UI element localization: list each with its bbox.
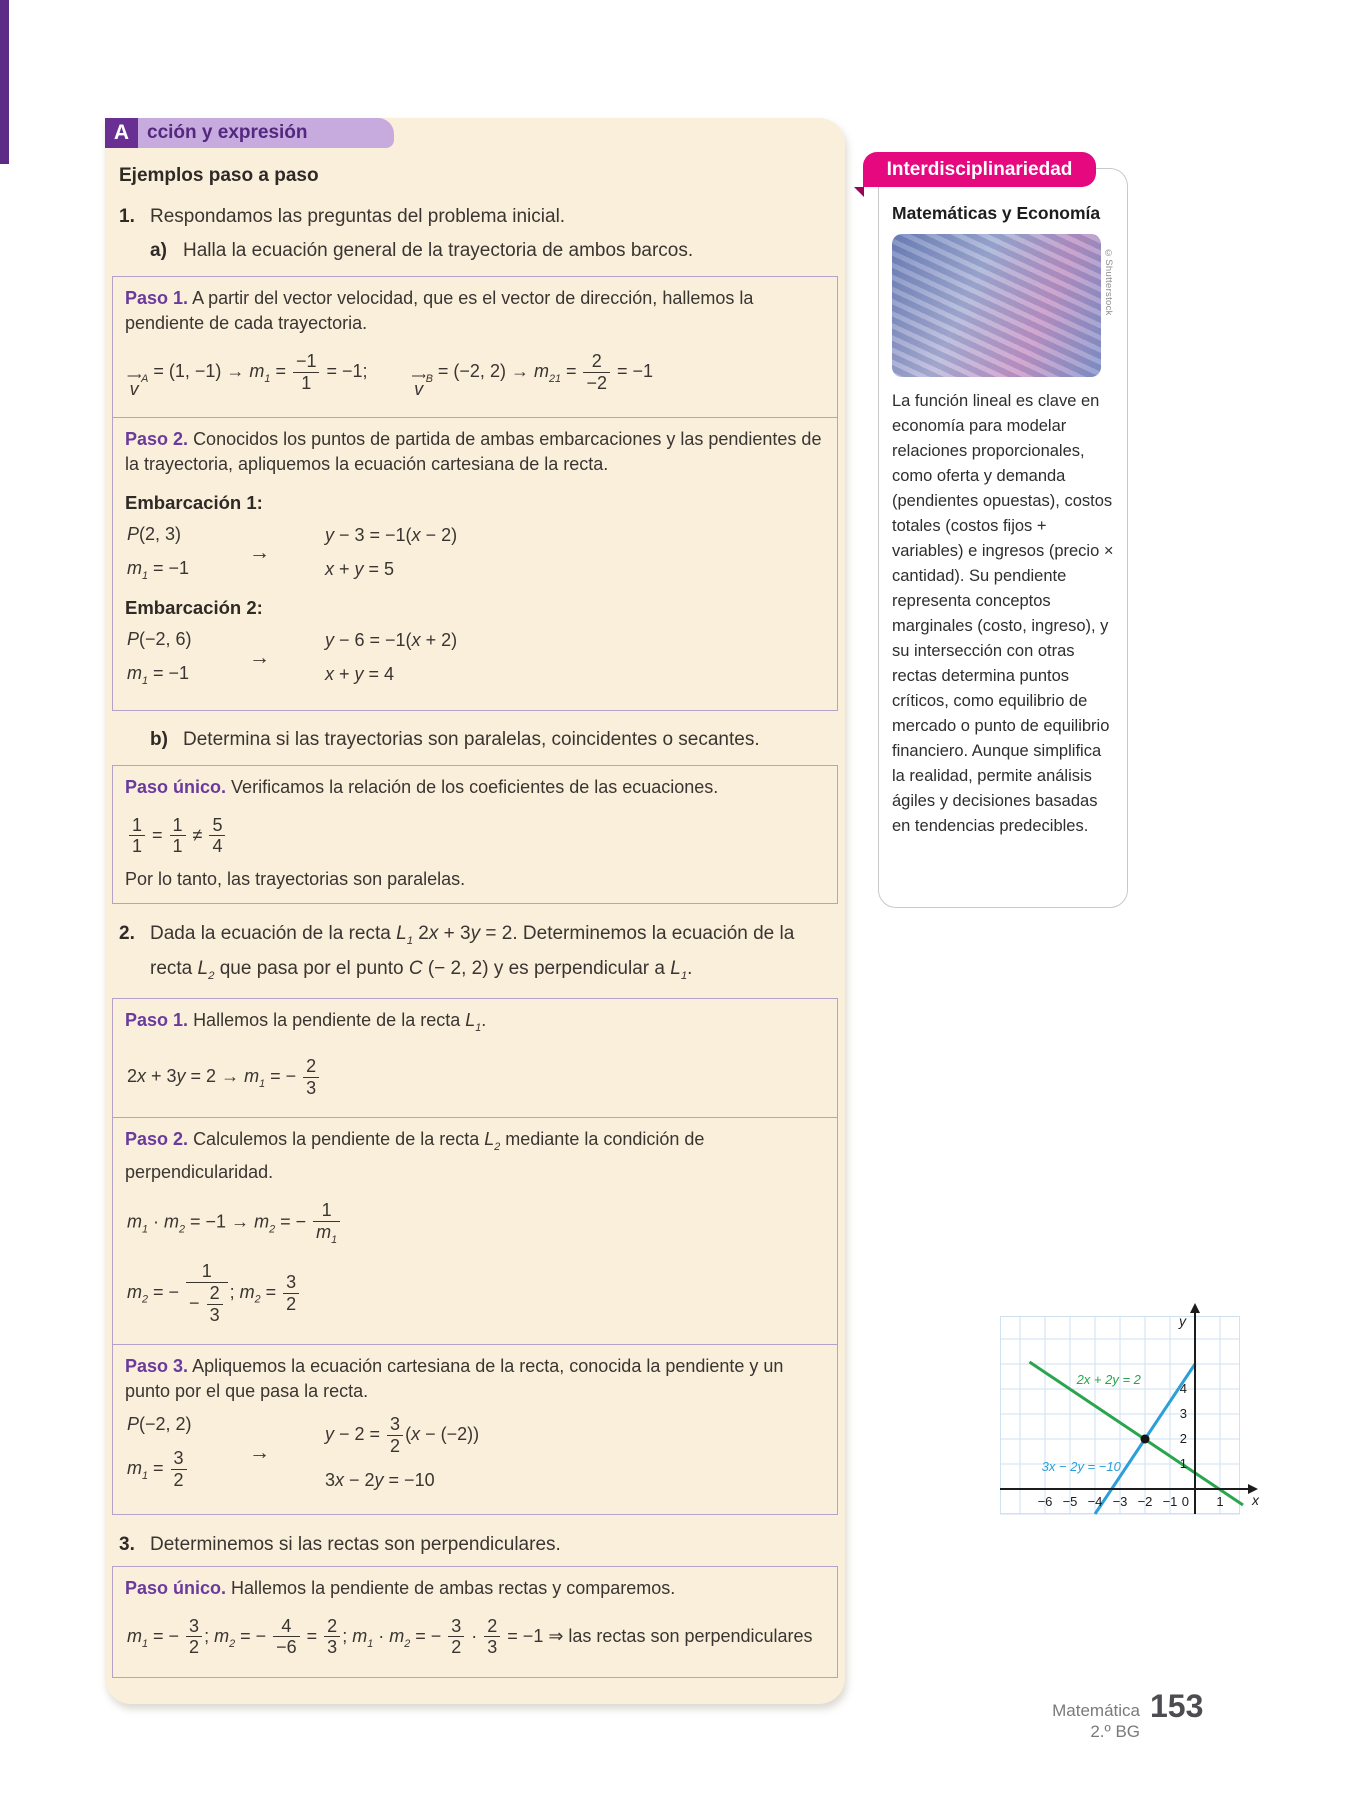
step-box-1-2 <box>112 417 838 711</box>
step-text: Conocidos los puntos de partida de ambas embarcaciones y las pendientes de la trayectoria, apliquemos la ecuación cartesiana de la recta. <box>125 428 822 474</box>
item-1b-text: Determina si las trayectorias son paralelas, coincidentes o secantes. <box>183 728 760 750</box>
step-box-2-3 <box>112 1344 838 1514</box>
footer-subject: Matemática <box>1052 1701 1140 1720</box>
svg-text:1: 1 <box>1216 1494 1224 1509</box>
interdisciplinary-banner: Interdisciplinariedad <box>863 152 1096 187</box>
item-1a <box>150 238 835 264</box>
given-values <box>127 629 249 687</box>
boat-2-equations <box>127 629 825 687</box>
item-3-number: 3. <box>119 1533 135 1555</box>
ribbon-fold <box>854 187 864 197</box>
formula-coefficient-ratios: $\frac{1}{1}$ = $\frac{1}{1}$ ≠ $\frac{5}{4}$ <box>127 815 823 857</box>
formula-slope-L1: $2x + 3y = 2 \to m_1$ = − $\frac{2}{3}$ <box>127 1056 823 1098</box>
sidebar-title: Matemáticas y Economía <box>892 203 1101 223</box>
step-1u-paragraph <box>125 775 825 800</box>
item-1b-letter: b) <box>150 728 168 750</box>
step-label: Paso 1. <box>125 1010 189 1031</box>
boat-2-heading: Embarcación 2: <box>125 596 263 618</box>
step-label: Paso 2. <box>125 1129 189 1150</box>
result-equations <box>325 1414 479 1490</box>
graph-canvas <box>1000 1313 1259 1514</box>
step-label: Paso 3. <box>125 1356 189 1377</box>
step-label: Paso 1. <box>125 288 189 308</box>
photo-credit: ©Shutterstock <box>1103 248 1114 316</box>
step-text: A partir del vector velocidad, que es el vector de dirección, hallemos la pendiente de cada trayectoria. <box>125 288 754 333</box>
conclusion-parallel: Por lo tanto, las trayectorias son paralelas. <box>125 868 466 889</box>
step-text: Calculemos la pendiente de la recta $L_2$ mediante la condición de perpendicularidad. <box>125 1129 705 1183</box>
item-1a-text: Halla la ecuación general de la trayectoria de ambos barcos. <box>183 240 694 261</box>
implies-arrow: → <box>249 645 270 669</box>
step-2-3-paragraph <box>125 1354 825 1404</box>
step-label: Paso único. <box>125 776 227 797</box>
result-equations <box>325 525 457 580</box>
trajectory-graph <box>1000 1313 1259 1514</box>
slope-m: $m_1$ = $\frac{3}{2}$ <box>127 1448 249 1490</box>
item-1-text: Respondamos las preguntas del problema inicial. <box>150 206 566 227</box>
given-values <box>127 524 249 582</box>
item-1 <box>119 203 835 230</box>
svg-text:−4: −4 <box>1087 1494 1103 1509</box>
step-box-1-1 <box>112 276 838 418</box>
boat-1-heading: Embarcación 1: <box>125 491 263 513</box>
step-box-1-unique <box>112 765 838 904</box>
svg-text:4: 4 <box>1179 1381 1187 1396</box>
step-1-1-paragraph <box>125 286 825 336</box>
step-3u-paragraph <box>125 1576 825 1601</box>
item-3 <box>119 1531 835 1558</box>
sidebar-body-text: La función lineal es clave en economía para modelar relaciones proporcionales, como oferta y demanda (pendientes opuestas), costos totales (costos fijos + variables) e ingresos (precio × cantidad). Su pendiente representa conceptos marginales (costo, ingreso), y su intersección con otras rectas determina puntos críticos, como equilibrio de mercado o punto de equilibrio financiero. Aunque simplifica la realidad, permite análisis ágiles y decisiones basadas en tendencias predecibles. <box>892 392 1114 835</box>
svg-text:2x + 2y = 2: 2x + 2y = 2 <box>1076 1372 1141 1387</box>
step-label: Paso único. <box>125 1577 227 1598</box>
formula-velocity-slopes: ⟶ v $_A$ = (1, $-1) \to m_1$ = $\frac{-1}{1}$ = −1; ⟶ v $_B$ = (−2, $2) \to m_{21}$ = $\frac{2}{-2}$ = −1 <box>127 351 654 399</box>
examples-heading: Ejemplos paso a paso <box>119 165 319 186</box>
svg-text:0: 0 <box>1181 1494 1189 1509</box>
step-text: Apliquemos la ecuación cartesiana de la recta, conocida la pendiente y un punto por el que pasa la recta. <box>125 1356 784 1402</box>
svg-text:3: 3 <box>1179 1406 1187 1421</box>
implies-arrow: → <box>249 540 270 564</box>
item-2-text: Dada la ecuación de la recta $L_1$ 2x + 3y = 2. Determinemos la ecuación de la recta $L_2$ que pasa por el punto C (− 2, 2) y es perpendicular a $L_1$. <box>150 922 795 983</box>
boat-1-equations <box>127 524 825 582</box>
step-2-2-paragraph <box>125 1127 825 1185</box>
page-number: 153 <box>1150 1688 1204 1724</box>
economy-photo <box>892 234 1101 377</box>
svg-text:y: y <box>1179 1313 1186 1329</box>
result-equations <box>325 630 457 685</box>
interdisciplinary-box <box>878 168 1128 908</box>
item-2-number: 2. <box>119 922 135 944</box>
given-values <box>127 1414 249 1490</box>
main-content-panel <box>105 118 845 1704</box>
page-edge-strip <box>0 0 9 164</box>
item-1a-letter: a) <box>150 240 167 261</box>
general-eq: x + y = 4 <box>325 664 395 685</box>
step-1-2-paragraph <box>125 427 825 477</box>
point-slope-eq: y − 6 = −1(x + 2) <box>325 630 458 651</box>
step-label: Paso 2. <box>125 428 189 449</box>
section-badge-letter: A <box>105 118 138 148</box>
step-text: Verificamos la relación de los coeficientes de las ecuaciones. <box>231 776 719 797</box>
step-box-2-1 <box>112 998 838 1118</box>
step-2-1-paragraph <box>125 1008 825 1041</box>
slope-m: $m_1 = -1$ <box>127 662 190 687</box>
formula-perpendicular-check: $m_1$ = − $\frac{3}{2}$ ; $m_2$ = − $\frac{4}{-6}$ = $\frac{2}{3}$ ; $m_1 \cdot m_2$ = − $\frac{3}{2}$ · $\frac{2}{3}$ = −1 ⇒ las rectas son perpendiculares <box>127 1615 813 1658</box>
svg-text:x: x <box>1252 1492 1259 1508</box>
item-1-number: 1. <box>119 206 135 227</box>
point-slope-eq: y − 3 = −1(x − 2) <box>325 525 458 546</box>
general-eq: 3x − 2y = −10 <box>325 1469 435 1490</box>
item-1b <box>150 727 835 753</box>
svg-text:−3: −3 <box>1112 1494 1128 1509</box>
svg-text:3x − 2y = −10: 3x − 2y = −10 <box>1041 1459 1121 1474</box>
section-banner <box>105 118 845 148</box>
svg-text:1: 1 <box>1179 1456 1187 1471</box>
svg-text:−5: −5 <box>1062 1494 1078 1509</box>
line-2-equations <box>127 1414 825 1490</box>
general-eq: x + y = 5 <box>325 559 395 580</box>
point-slope-eq: y − 2 = $\frac{3}{2}$ (x − (−2)) <box>325 1414 480 1457</box>
section-title: cción y expresión <box>138 118 394 148</box>
formula-slope-L2: $m_2$ = − 1 − $\frac{2}{3}$ ; $m_2$ = $\frac{3}{2}$ <box>127 1261 823 1325</box>
footer-grade: 2.º BG <box>1090 1722 1140 1741</box>
implies-arrow: → <box>249 1440 270 1464</box>
step-box-2-2 <box>112 1117 838 1345</box>
step-text: Hallemos la pendiente de la recta $L_1$. <box>193 1010 487 1035</box>
point-p: P(−2, 2) <box>127 1414 192 1435</box>
step-box-3-unique <box>112 1566 838 1678</box>
svg-text:−1: −1 <box>1162 1494 1178 1509</box>
svg-text:2: 2 <box>1179 1431 1187 1446</box>
slope-m: $m_1 = -1$ <box>127 557 190 582</box>
item-3-text: Determinemos si las rectas son perpendiculares. <box>150 1533 561 1555</box>
svg-text:−6: −6 <box>1037 1494 1053 1509</box>
item-2 <box>119 920 835 990</box>
step-text: Hallemos la pendiente de ambas rectas y comparemos. <box>231 1577 676 1598</box>
footer-meta <box>1000 1700 1140 1742</box>
point-p: P(−2, 6) <box>127 628 192 649</box>
formula-perpendicularity: $m_1 \cdot m_2 = -1 \to m_2$ = − $\frac{1}{m_1}$ <box>127 1200 823 1246</box>
point-p: P(2, 3) <box>127 523 182 544</box>
svg-text:−2: −2 <box>1137 1494 1153 1509</box>
sidebar-photo-wrap <box>892 234 1114 377</box>
